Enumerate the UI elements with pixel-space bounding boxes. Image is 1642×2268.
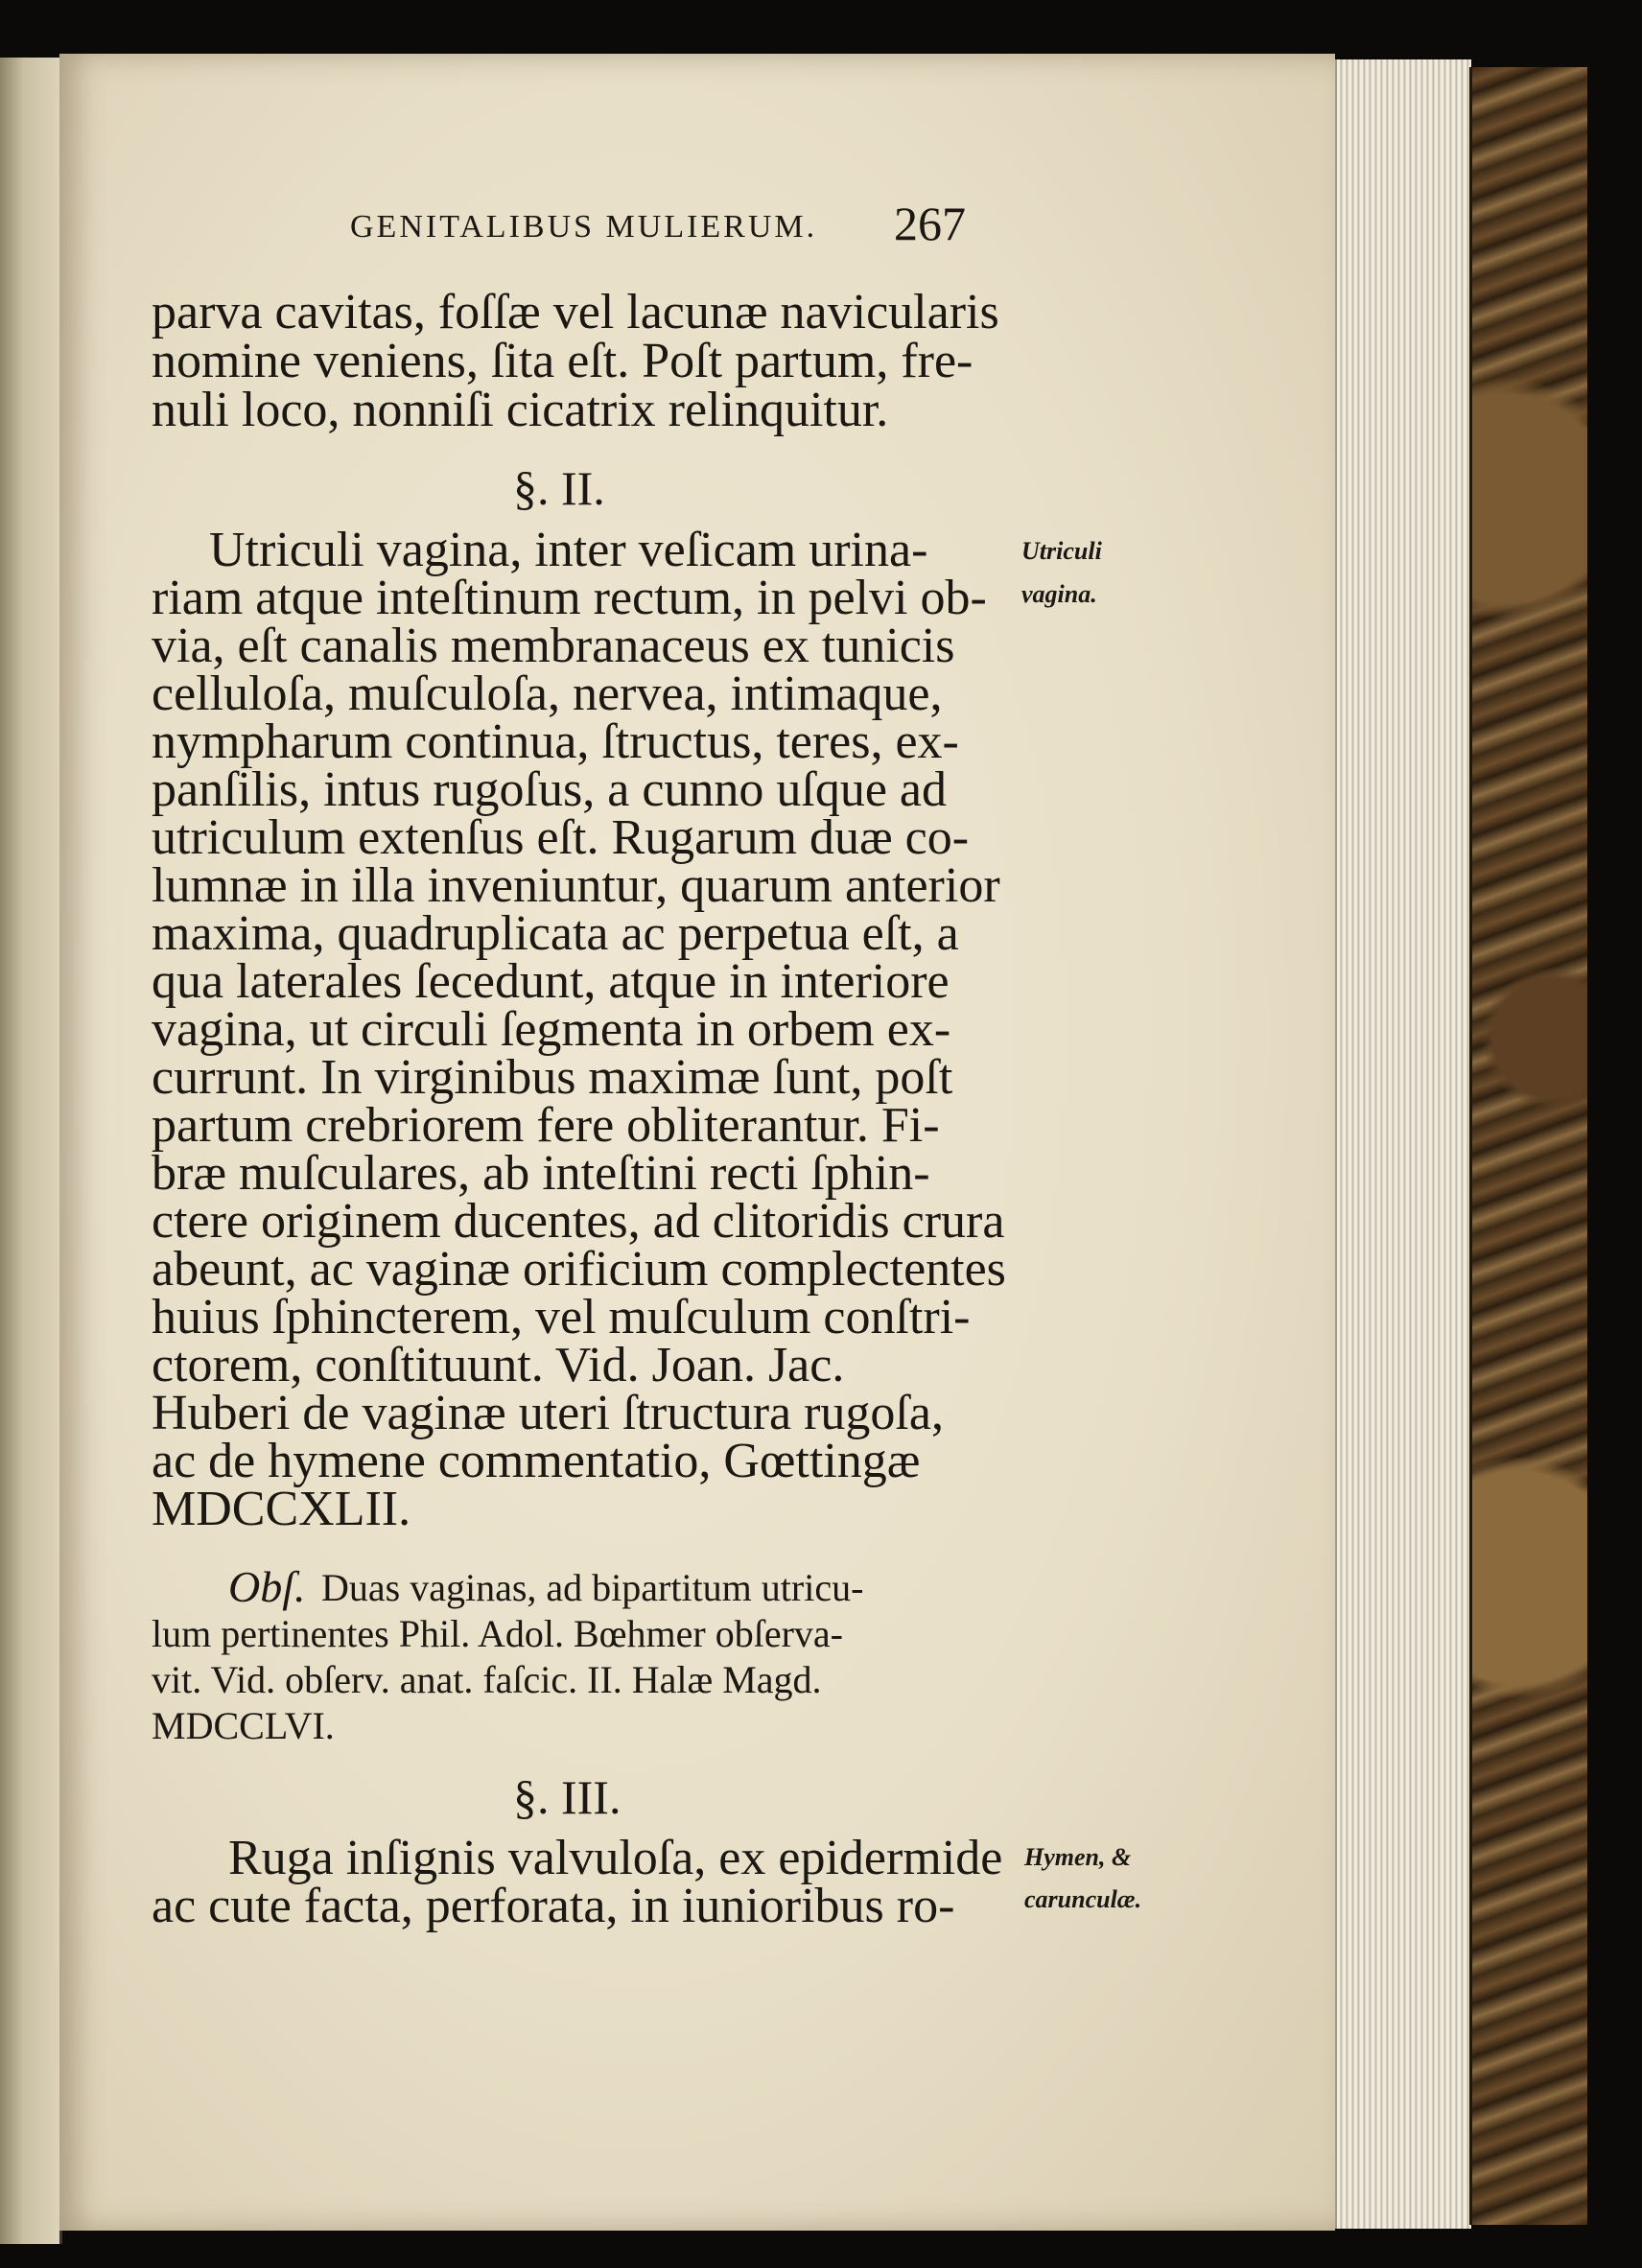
- text-line: huius ſphincterem, vel muſculum conſtri-: [152, 1290, 971, 1344]
- obs-line: vit. Vid. obſerv. anat. faſcic. II. Halæ Magd.: [152, 1658, 822, 1701]
- page-stack-edge: [1335, 59, 1471, 2229]
- text-line: celluloſa, muſculoſa, nervea, intimaque,: [152, 666, 943, 721]
- text-line: bræ muſculares, ab inteſtini recti ſphin-: [152, 1146, 930, 1201]
- margin-note: carunculæ.: [1024, 1885, 1142, 1913]
- facing-page-edge: [0, 58, 62, 2244]
- section-heading: §. II.: [513, 461, 605, 515]
- text-line: currunt. In virginibus maximæ ſunt, poſt: [152, 1050, 953, 1105]
- text-line: Huberi de vaginæ uteri ſtructura rugoſa,: [152, 1386, 944, 1440]
- text-line: Utriculi vagina, inter veſicam urina-: [209, 523, 928, 577]
- running-header: GENITALIBUS MULIERUM.: [350, 209, 818, 245]
- text-line: via, eſt canalis membranaceus ex tunicis: [152, 619, 955, 673]
- obs-line: Duas vaginas, ad bipartitum utricu-: [321, 1566, 864, 1609]
- text-line: nympharum continua, ſtructus, teres, ex-: [152, 714, 959, 769]
- margin-note: vagina.: [1021, 580, 1097, 608]
- page-number: 267: [894, 197, 966, 250]
- text-line: ac cute facta, perforata, in iunioribus ro-: [152, 1879, 955, 1933]
- text-line: parva cavitas, foſſæ vel lacunæ navicularis: [152, 285, 999, 339]
- text-line: ac de hymene commentatio, Gœttingæ: [152, 1434, 921, 1488]
- text-line: nuli loco, nonniſi cicatrix relinquitur.: [152, 383, 889, 437]
- obs-line: MDCCLVI.: [152, 1704, 335, 1747]
- text-line: partum crebriorem fere obliterantur. Fi-: [152, 1098, 940, 1153]
- text-line: utriculum extenſus eſt. Rugarum duæ co-: [152, 810, 970, 865]
- section-heading: §. III.: [513, 1770, 622, 1824]
- text-line: maxima, quadruplicata ac perpetua eſt, a: [152, 906, 959, 961]
- margin-note: Hymen, &: [1024, 1843, 1132, 1871]
- marbled-cover: [1469, 67, 1587, 2225]
- text-line: lumnæ in illa inveniuntur, quarum anterior: [152, 858, 1000, 913]
- text-line: qua laterales ſecedunt, atque in interiore: [152, 954, 950, 1009]
- text-line: ctere originem ducentes, ad clitoridis crura: [152, 1194, 1005, 1249]
- text-line: Ruga inſignis valvuloſa, ex epidermide: [228, 1831, 1003, 1885]
- obs-line: lum pertinentes Phil. Adol. Bœhmer obſerva-: [152, 1612, 843, 1655]
- text-line: abeunt, ac vaginæ orificium complectentes: [152, 1242, 1006, 1297]
- text-line: vagina, ut circuli ſegmenta in orbem ex-: [152, 1002, 951, 1057]
- text-line: panſilis, intus rugoſus, a cunno uſque ad: [152, 762, 948, 817]
- text-line: nomine veniens, ſita eſt. Poſt partum, fre-: [152, 334, 973, 388]
- text-line: ctorem, conſtituunt. Vid. Joan. Jac.: [152, 1338, 845, 1392]
- text-line: MDCCXLII.: [152, 1482, 411, 1536]
- text-line: riam atque inteſtinum rectum, in pelvi ob-: [152, 571, 987, 625]
- margin-note: Utriculi: [1021, 537, 1102, 565]
- obs-label: Obſ.: [228, 1562, 306, 1611]
